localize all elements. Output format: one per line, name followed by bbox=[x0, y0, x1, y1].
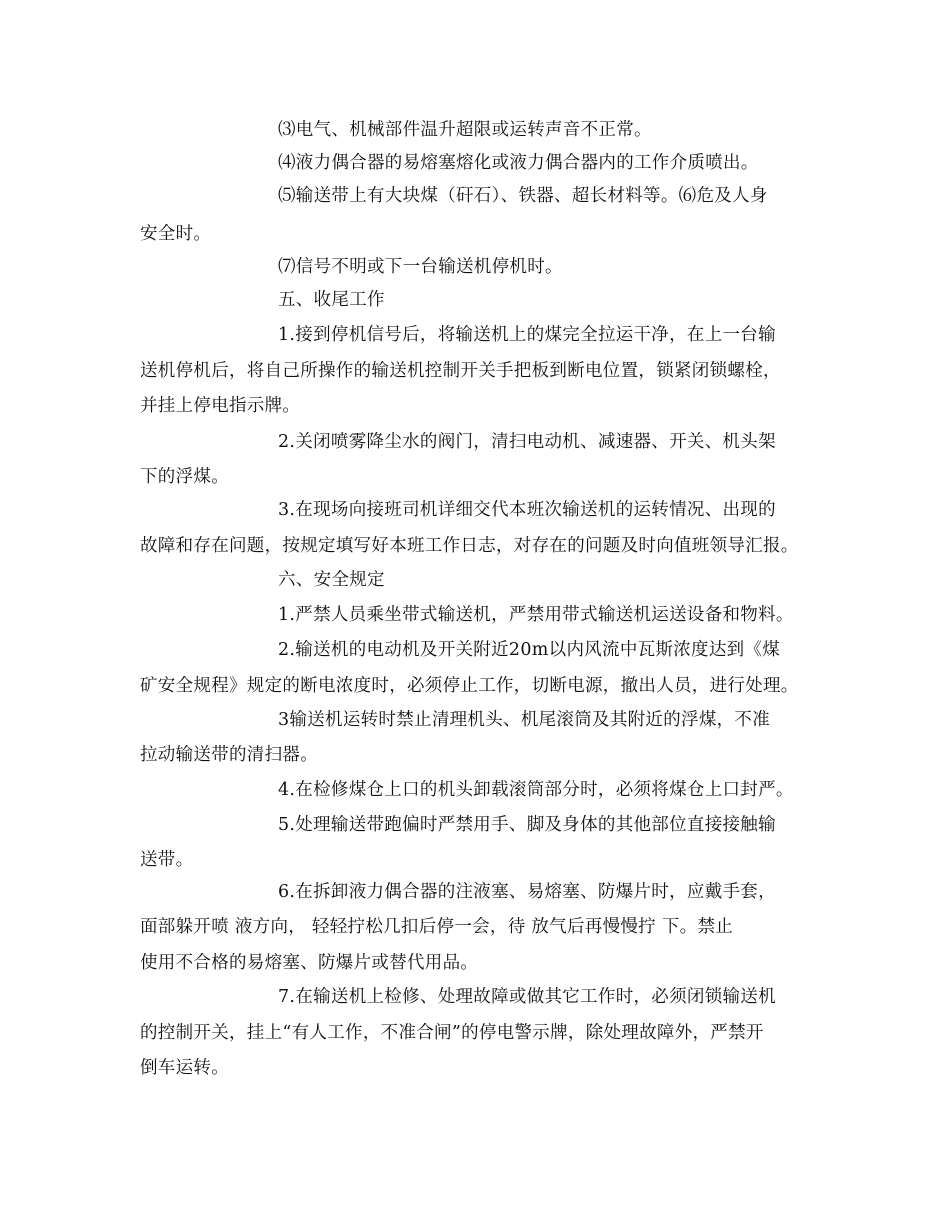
text-line: 使用不合格的易熔塞、防爆片或替代用品。 bbox=[140, 953, 479, 973]
section-heading: 六、安全规定 bbox=[278, 570, 385, 590]
text-line: 7.在输送机上检修、处理故障或做其它工作时，必须闭锁输送机 bbox=[278, 987, 776, 1007]
text-line: ⑶电气、机械部件温升超限或运转声音不正常。 bbox=[278, 120, 652, 140]
text-line: 故障和存在问题，按规定填写好本班工作日志，对存在的问题及时向值班领导汇报。 bbox=[140, 536, 799, 556]
text-line: 下的浮煤。 bbox=[140, 467, 229, 487]
text-line: 5.处理输送带跑偏时严禁用手、脚及身体的其他部位直接接触输 bbox=[278, 815, 776, 835]
text-line: 倒车运转。 bbox=[140, 1058, 229, 1078]
text-line: 1.严禁人员乘坐带式输送机，严禁用带式输送机运送设备和物料。 bbox=[278, 605, 794, 625]
text-line: 送带。 bbox=[140, 850, 194, 870]
text-line: 并挂上停电指示牌。 bbox=[140, 396, 301, 416]
text-line: 的控制开关，挂上“有人工作，不准合闸”的停电警示牌，除处理故障外，严禁开 bbox=[140, 1023, 764, 1043]
text-line: 拉动输送带的清扫器。 bbox=[140, 745, 318, 765]
text-line: 送机停机后，将自己所操作的输送机控制开关手把板到断电位置，锁紧闭锁螺栓， bbox=[140, 361, 781, 381]
text-line: 安全时。 bbox=[140, 224, 212, 244]
text-line: 矿安全规程》规定的断电浓度时，必须停止工作，切断电源，撤出人员，进行处理。 bbox=[140, 676, 799, 696]
text-line: 2.关闭喷雾降尘水的阀门，清扫电动机、减速器、开关、机头架 bbox=[278, 432, 776, 452]
text-line: 3.在现场向接班司机详细交代本班次输送机的运转情况、出现的 bbox=[278, 500, 776, 520]
text-line: 2.输送机的电动机及开关附近20m以内风流中瓦斯浓度达到《煤 bbox=[278, 640, 781, 660]
text-line: 6.在拆卸液力偶合器的注液塞、易熔塞、防爆片时，应戴手套， bbox=[278, 882, 776, 902]
text-line: ⑺信号不明或下一台输送机停机时。 bbox=[278, 257, 563, 277]
text-line: ⑸输送带上有大块煤（矸石）、铁器、超长材料等。⑹危及人身 bbox=[278, 186, 768, 206]
text-line: ⑷液力偶合器的易熔塞熔化或液力偶合器内的工作介质喷出。 bbox=[278, 153, 759, 173]
text-line: 面部躲开喷 液方向， 轻轻拧松几扣后停一会，待 放气后再慢慢拧 下。禁止 bbox=[140, 917, 734, 937]
section-heading: 五、收尾工作 bbox=[278, 290, 385, 310]
text-line: 3输送机运转时禁止清理机头、机尾滚筒及其附近的浮煤，不准 bbox=[278, 710, 771, 730]
text-line: 4.在检修煤仓上口的机头卸载滚筒部分时，必须将煤仓上口封严。 bbox=[278, 780, 794, 800]
text-line: 1.接到停机信号后，将输送机上的煤完全拉运干净，在上一台输 bbox=[278, 325, 776, 345]
